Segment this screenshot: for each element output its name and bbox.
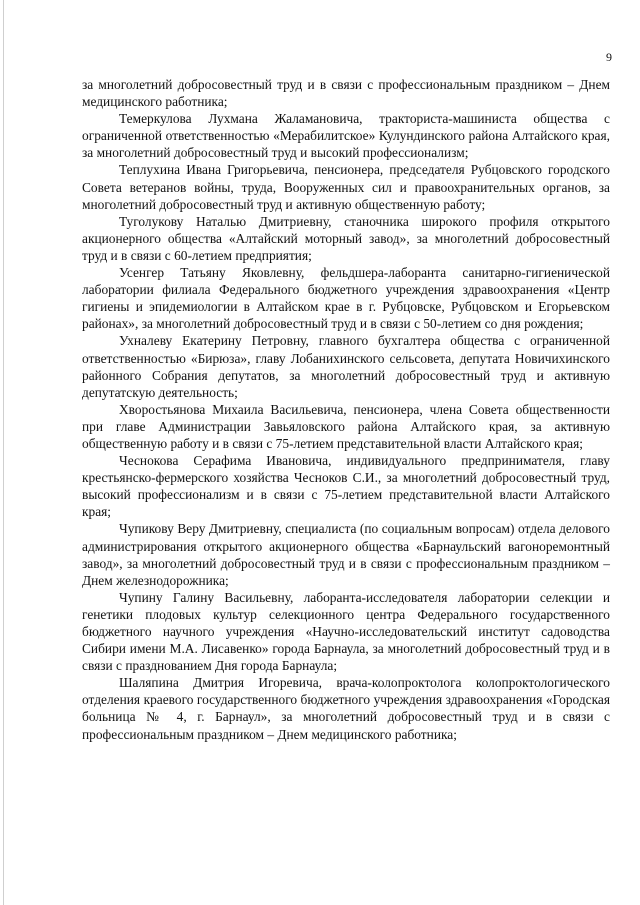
page-edge-line bbox=[3, 0, 4, 905]
paragraph-teplukhin: Теплухина Ивана Григорьевича, пенсионера, председателя Рубцовского городского Совета ветеранов войны, труда, Вооруженных сил и правоохранительных органов, за многолетний добросовестный труд и активную общественную работу; bbox=[82, 162, 610, 212]
paragraph-chesnokov: Чеснокова Серафима Ивановича, индивидуального предпринимателя, главу крестьянско-фермерского хозяйства Чесноков С.И., за многолетний добросовестный труд, высокий профессионализм и в связи с 75-летием представительной власти Алтайского края; bbox=[82, 453, 610, 520]
page-number: 9 bbox=[606, 50, 612, 64]
paragraph-shalyapin: Шаляпина Дмитрия Игоревича, врача-колопроктолога колопроктологического отделения краевого государственного бюджетного учреждения здравоохранения «Городская больница № 4, г. Барнаул», за многолетний добросовестный труд и в связи с профессиональным праздником – Днем медицинского работника; bbox=[82, 675, 610, 742]
paragraph-chupina: Чупину Галину Васильевну, лаборанта-исследователя лаборатории селекции и генетики плодовых культур селекционного центра Федерального государственного бюджетного научного учреждения «Научно-исследовательский институт садоводства Сибири имени М.А. Лисавенко» города Барнаула, за многолетний добросовестный труд и в связи с празднованием Дня города Барнаула; bbox=[82, 589, 610, 674]
paragraph-usenger: Усенгер Татьяну Яковлевну, фельдшера-лаборанта санитарно-гигиенической лаборатории филиала Федерального бюджетного учреждения здравоохранения «Центр гигиены и эпидемиологии в Алтайском крае в г. Рубцовске, Рубцовском и Егорьевском районах», за многолетний добросовестный труд и в связи с 50-летием со дня рождения; bbox=[82, 265, 610, 332]
paragraph-ukhnaleva: Ухналеву Екатерину Петровну, главного бухгалтера общества с ограниченной ответственностью «Бирюза», главу Лобанихинского сельсовета, депутата Новичихинского районного Собрания депутатов, за многолетний добросовестный труд и активную депутатскую деятельность; bbox=[82, 333, 610, 400]
paragraph-chupikova: Чупикову Веру Дмитриевну, специалиста (по социальным вопросам) отдела делового администрирования открытого акционерного общества «Барнаульский вагоноремонтный завод», за многолетний добросовестный труд и в связи с профессиональным праздником – Днем железнодорожника; bbox=[82, 521, 610, 588]
paragraph-continuation: за многолетний добросовестный труд и в связи с профессиональным праздником – Днем медицинского работника; bbox=[82, 77, 610, 110]
document-body bbox=[82, 76, 610, 743]
paragraph-khvorostyanov: Хворостьянова Михаила Васильевича, пенсионера, члена Совета общественности при главе Администрации Завьяловского района Алтайского края, за активную общественную работу и в связи с 75-летием представительной власти Алтайского края; bbox=[82, 401, 610, 451]
paragraph-temerkulov: Темеркулова Лухмана Жаламановича, тракториста-машиниста общества с ограниченной ответственностью «Мерабилитское» Кулундинского района Алтайского края, за многолетний добросовестный труд и высокий профессионализм; bbox=[82, 111, 610, 161]
paragraph-tugolukova: Туголукову Наталью Дмитриевну, станочника широкого профиля открытого акционерного общества «Алтайский моторный завод», за многолетний добросовестный труд и в связи с 60-летием предприятия; bbox=[82, 213, 610, 263]
